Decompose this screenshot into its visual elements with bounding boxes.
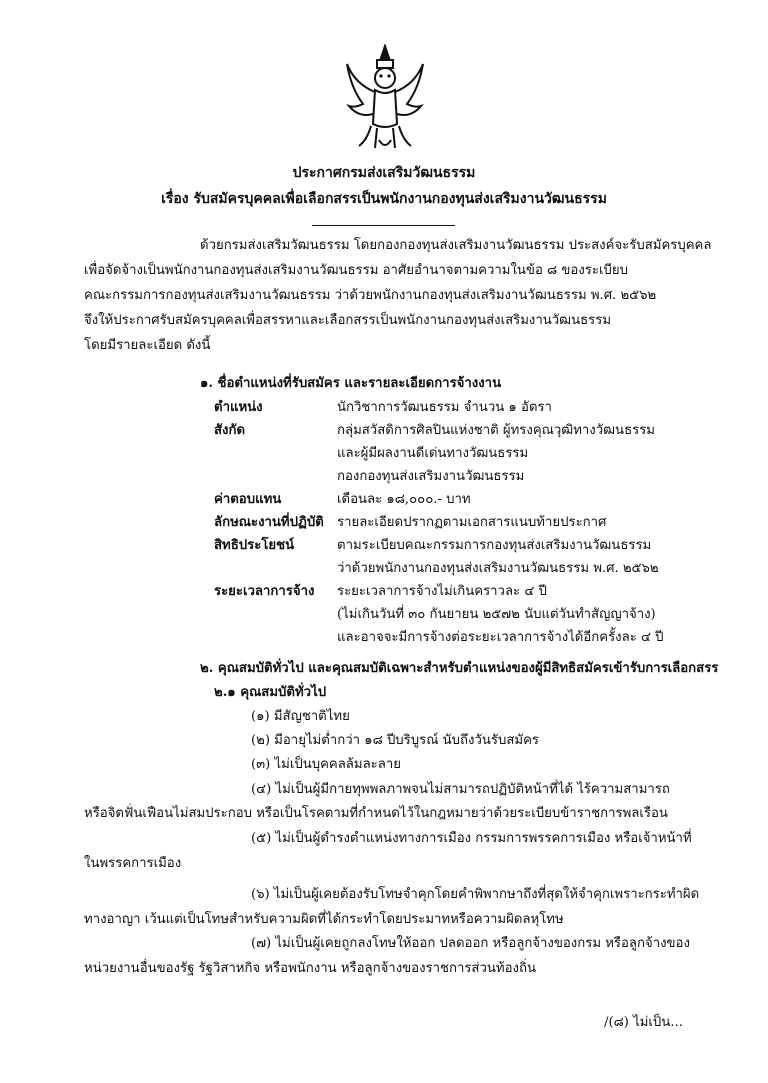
detail-value: กองกองทุนส่งเสริมงานวัฒนธรรม <box>337 469 525 484</box>
detail-label: สังกัด <box>214 423 246 438</box>
qualification-item: (๓) ไม่เป็นบุคคลล้มละลาย <box>251 757 401 772</box>
section-2-1-heading: ๒.๑ คุณสมบัติทั่วไป <box>214 685 327 700</box>
qualification-item: ในพรรคการเมือง <box>84 856 182 871</box>
continuation-note: /(๘) ไม่เป็น... <box>604 1015 683 1030</box>
intro-line: เพื่อจัดจ้างเป็นพนักงานกองทุนส่งเสริมงานวัฒนธรรม อาศัยอำนาจตามความในข้อ ๘ ของระเบียบ <box>84 263 628 278</box>
detail-value: ระยะเวลาการจ้างไม่เกินคราวละ ๔ ปี <box>337 584 547 599</box>
detail-value: รายละเอียดปรากฏตามเอกสารแนบท้ายประกาศ <box>337 515 607 530</box>
intro-line: จึงให้ประกาศรับสมัครบุคคลเพื่อสรรหาและเลือกสรรเป็นพนักงานกองทุนส่งเสริมงานวัฒนธรรม <box>84 313 612 328</box>
intro-line: โดยมีรายละเอียด ดังนี้ <box>84 338 211 353</box>
garuda-emblem <box>341 44 429 152</box>
detail-value: (ไม่เกินวันที่ ๓๐ กันยายน ๒๕๗๒ นับแต่วันทำสัญญาจ้าง) <box>337 607 656 622</box>
detail-value: ว่าด้วยพนักงานกองทุนส่งเสริมงานวัฒนธรรม พ.ศ. ๒๕๖๒ <box>337 561 659 576</box>
detail-label: ตำแหน่ง <box>214 400 263 415</box>
detail-value: และผู้มีผลงานดีเด่นทางวัฒนธรรม <box>337 446 529 461</box>
section-1-heading: ๑. ชื่อตำแหน่งที่รับสมัคร และรายละเอียดการจ้างงาน <box>200 376 502 391</box>
section-2-heading: ๒. คุณสมบัติทั่วไป และคุณสมบัติเฉพาะสำหรับตำแหน่งของผู้มีสิทธิสมัครเข้ารับการเลือกสรร <box>200 661 719 676</box>
qualification-item: (๒) มีอายุไม่ต่ำกว่า ๑๘ ปีบริบูรณ์ นับถึงวันรับสมัคร <box>251 733 539 748</box>
qualification-item: (๖) ไม่เป็นผู้เคยต้องรับโทษจำคุกโดยคำพิพากษาถึงที่สุดให้จำคุกเพราะกระทำผิด <box>251 887 700 902</box>
detail-value: และอาจจะมีการจ้างต่อระยะเวลาการจ้างได้อีกครั้งละ ๔ ปี <box>337 630 664 645</box>
detail-label: ลักษณะงานที่ปฏิบัติ <box>214 515 324 530</box>
detail-label: ระยะเวลาการจ้าง <box>214 584 315 599</box>
qualification-item: (๔) ไม่เป็นผู้มีกายทุพพลภาพจนไม่สามารถปฏิบัติหน้าที่ได้ ไร้ความสามารถ <box>251 782 670 797</box>
announcement-subject: เรื่อง รับสมัครบุคคลเพื่อเลือกสรรเป็นพนักงานกองทุนส่งเสริมงานวัฒนธรรม <box>161 191 607 207</box>
detail-label: ค่าตอบแทน <box>214 492 282 507</box>
intro-line: คณะกรรมการกองทุนส่งเสริมงานวัฒนธรรม ว่าด้วยพนักงานกองทุนส่งเสริมงานวัฒนธรรม พ.ศ. ๒๕๖๒ <box>84 288 657 303</box>
qualification-item: (๗) ไม่เป็นผู้เคยถูกลงโทษให้ออก ปลดออก หรือลูกจ้างของกรม หรือลูกจ้างของ <box>251 936 690 951</box>
detail-value: กลุ่มสวัสดิการศิลปินแห่งชาติ ผู้ทรงคุณวุฒิทางวัฒนธรรม <box>337 423 655 438</box>
qualification-item: หน่วยงานอื่นของรัฐ รัฐวิสาหกิจ หรือพนักงาน หรือลูกจ้างของราชการส่วนท้องถิ่น <box>84 961 536 976</box>
qualification-item: (๕) ไม่เป็นผู้ดำรงตำแหน่งทางการเมือง กรรมการพรรคการเมือง หรือเจ้าหน้าที่ <box>251 831 692 846</box>
announcement-title: ประกาศกรมส่งเสริมวัฒนธรรม <box>292 165 476 181</box>
intro-line: ด้วยกรมส่งเสริมวัฒนธรรม โดยกองกองทุนส่งเสริมงานวัฒนธรรม ประสงค์จะรับสมัครบุคคล <box>200 238 712 253</box>
qualification-item: หรือจิตฟั่นเฟือนไม่สมประกอบ หรือเป็นโรคตามที่กำหนดไว้ในกฎหมายว่าด้วยระเบียบข้าราชการพลเรือน <box>84 806 668 821</box>
detail-value: นักวิชาการวัฒนธรรม จำนวน ๑ อัตรา <box>337 400 552 415</box>
detail-value: ตามระเบียบคณะกรรมการกองทุนส่งเสริมงานวัฒนธรรม <box>337 538 652 553</box>
qualification-item: ทางอาญา เว้นแต่เป็นโทษสำหรับความผิดที่ได้กระทำโดยประมาทหรือความผิดลหุโทษ <box>84 912 564 927</box>
qualification-item: (๑) มีสัญชาติไทย <box>251 709 350 724</box>
detail-label: สิทธิประโยชน์ <box>214 538 295 553</box>
detail-value: เดือนละ ๑๘,๐๐๐.- บาท <box>337 492 471 507</box>
title-divider <box>312 225 455 226</box>
